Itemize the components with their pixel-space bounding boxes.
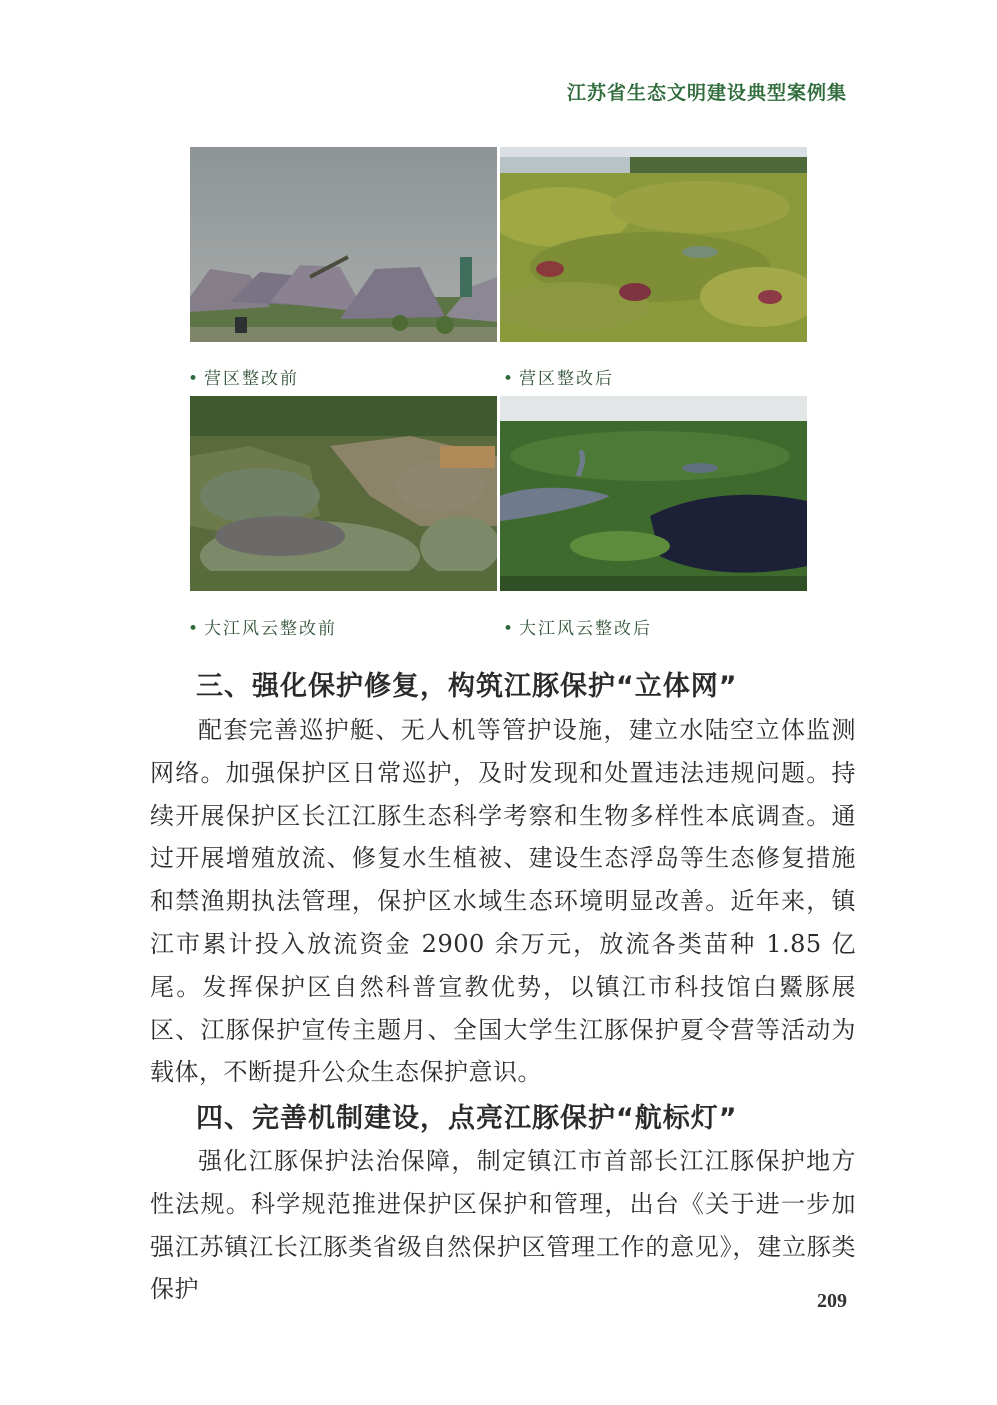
running-head-title: 江苏省生态文明建设典型案例集 [566,82,847,104]
section-paragraph-3: 配套完善巡护艇、无人机等管护设施，建立水陆空立体监测网络。加强保护区日常巡护，及时发现和处置违法违规问题。持续开展保护区长江江豚生态科学考察和生物多样性本底调查。通过开展增殖放流、修复水生植被、建设生态浮岛等生态修复措施和禁渔期执法管理，保护区水域生态环境明显改善。近年来，镇江市累计投入放流资金 2900 余万元，放流各类苗种 1.85 亿尾。发挥保护区自然科普宣教优势，以镇江市科技馆白鱀豚展区、江豚保护宣传主题月、全国大学生江豚保护夏令营等活动为载体，不断提升公众生态保护意识。 [150,716,856,1087]
caption-dajiang-after: • 大江风云整改后 [503,619,653,639]
caption-camp-after: • 营区整改后 [503,369,615,389]
photo-camp-before [190,147,497,342]
photo-dajiang-before [190,396,497,591]
section-heading-3: 三、强化保护修复，构筑江豚保护“立体网” [196,671,738,702]
bullet-icon: • [503,619,516,639]
photo-dajiang-after [500,396,807,591]
bullet-icon: • [188,619,201,639]
caption-camp-before: • 营区整改前 [188,369,300,389]
photo-camp-after [500,147,807,342]
section-heading-4: 四、完善机制建设，点亮江豚保护“航标灯” [196,1103,738,1134]
bullet-icon: • [503,369,516,389]
bullet-icon: • [188,369,201,389]
caption-dajiang-before: • 大江风云整改前 [188,619,338,639]
section-paragraph-4: 强化江豚保护法治保障，制定镇江市首部长江江豚保护地方性法规。科学规范推进保护区保护和管理，出台《关于进一步加强江苏镇江长江豚类省级自然保护区管理工作的意见》，建立豚类保护 [150,1147,856,1304]
page-number: 209 [817,1290,847,1312]
